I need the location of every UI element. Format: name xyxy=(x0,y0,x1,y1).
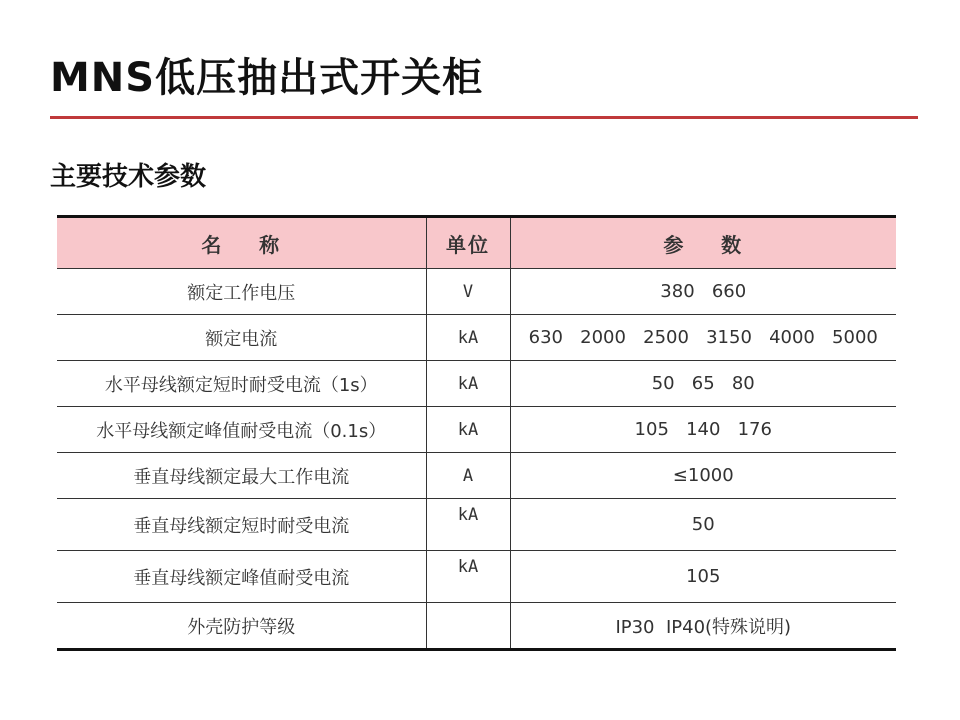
row-value: 630 2000 2500 3150 4000 5000 xyxy=(510,315,896,361)
row-unit: kA xyxy=(426,315,510,361)
row-name: 额定电流 xyxy=(57,315,426,361)
row-name: 垂直母线额定峰值耐受电流 xyxy=(57,551,426,603)
row-unit: kA xyxy=(426,551,510,603)
row-name: 水平母线额定短时耐受电流（1s） xyxy=(57,361,426,407)
row-unit: A xyxy=(426,453,510,499)
table-row xyxy=(57,551,896,603)
row-unit: kA xyxy=(426,499,510,551)
table-row xyxy=(57,361,896,407)
table-row xyxy=(57,453,896,499)
table-header-row xyxy=(57,217,896,269)
row-value: ≤1000 xyxy=(510,453,896,499)
header-unit: 单位 xyxy=(426,217,510,269)
table-row xyxy=(57,499,896,551)
table-row xyxy=(57,603,896,650)
row-name: 额定工作电压 xyxy=(57,269,426,315)
table-row xyxy=(57,269,896,315)
row-value: IP30 IP40(特殊说明) xyxy=(510,603,896,650)
header-name: 名 称 xyxy=(57,217,426,269)
row-value: 50 65 80 xyxy=(510,361,896,407)
row-value: 105 140 176 xyxy=(510,407,896,453)
page-title: MNS低压抽出式开关柜 xyxy=(50,55,484,101)
spec-table xyxy=(57,215,896,651)
row-unit: V xyxy=(426,269,510,315)
table-row xyxy=(57,315,896,361)
row-unit xyxy=(426,603,510,650)
row-value: 50 xyxy=(510,499,896,551)
section-heading: 主要技术参数 xyxy=(50,162,207,192)
row-name: 垂直母线额定最大工作电流 xyxy=(57,453,426,499)
row-name: 外壳防护等级 xyxy=(57,603,426,650)
table-row xyxy=(57,407,896,453)
row-name: 垂直母线额定短时耐受电流 xyxy=(57,499,426,551)
row-unit: kA xyxy=(426,361,510,407)
row-name: 水平母线额定峰值耐受电流（0.1s） xyxy=(57,407,426,453)
title-divider xyxy=(50,116,918,119)
row-value: 105 xyxy=(510,551,896,603)
row-value: 380 660 xyxy=(510,269,896,315)
header-param: 参 数 xyxy=(510,217,896,269)
row-unit: kA xyxy=(426,407,510,453)
